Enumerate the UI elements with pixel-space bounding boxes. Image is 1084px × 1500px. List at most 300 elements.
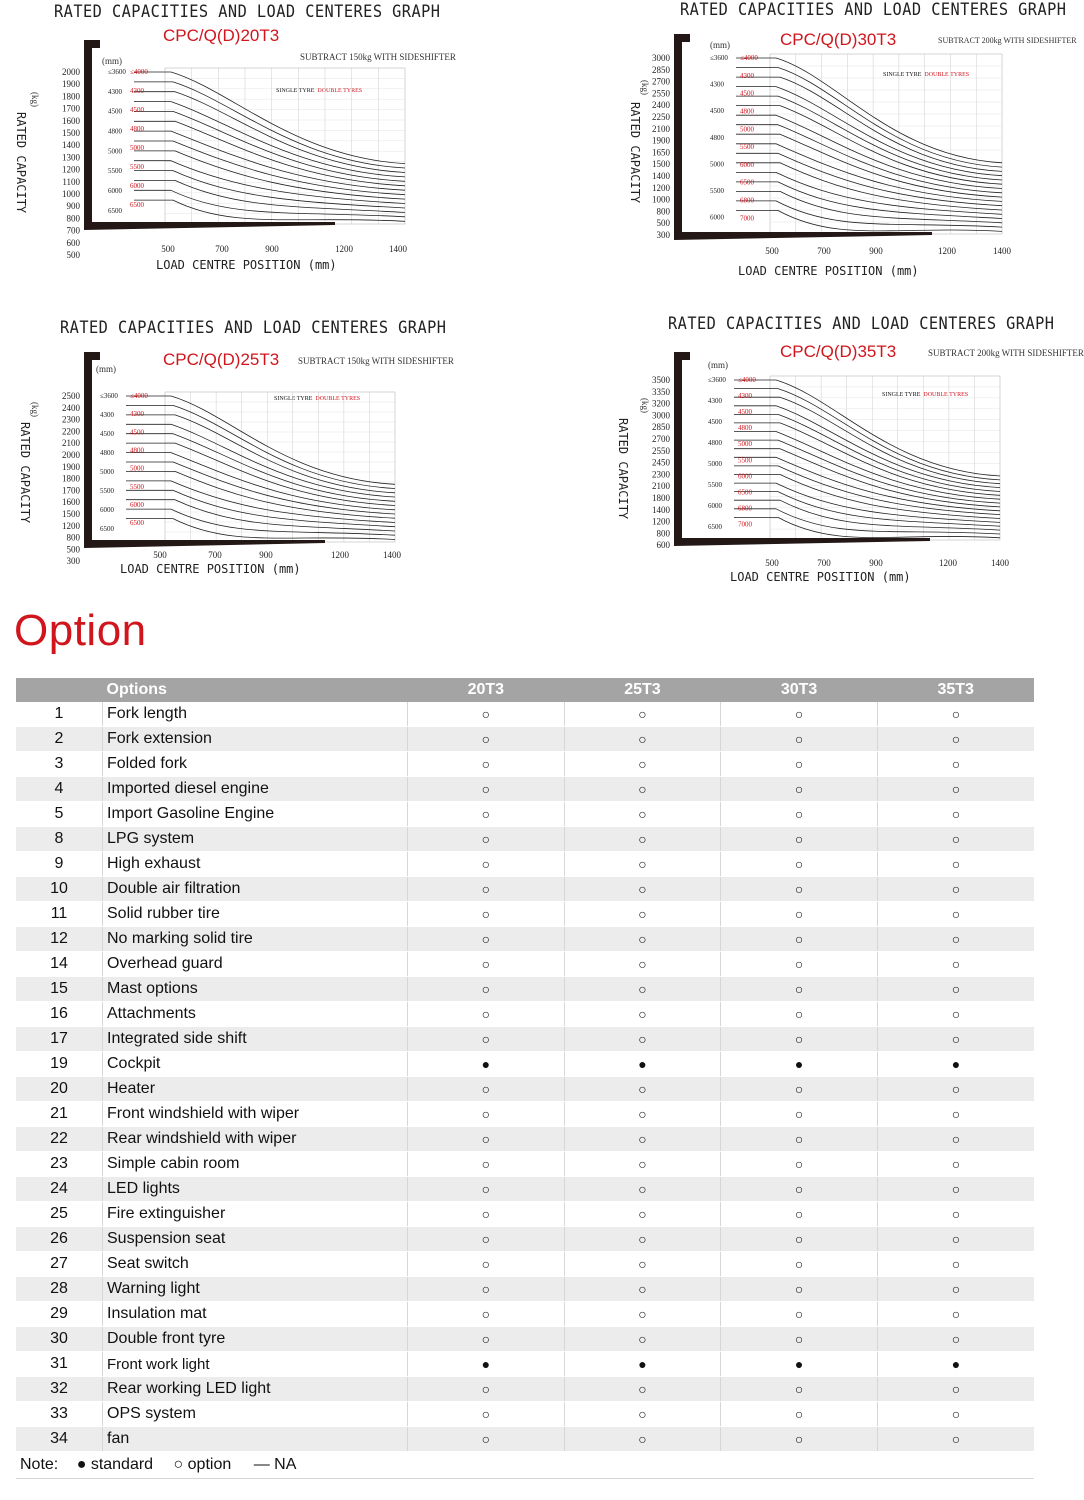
curve-label-red: 4500 xyxy=(130,428,144,437)
capacity-curve xyxy=(734,440,1000,503)
graph-plot xyxy=(610,312,1050,602)
curve-label-red: 6500 xyxy=(738,488,752,497)
graph-note: SUBTRACT 200kg WITH SIDESHIFTER xyxy=(928,348,1084,358)
option-mark: ○ xyxy=(564,877,721,902)
y-tick-label: 1700 xyxy=(62,103,80,114)
curve-label: ≤3600 xyxy=(108,68,126,76)
option-mark: ○ xyxy=(877,1427,1034,1452)
option-name: Imported diesel engine xyxy=(103,777,408,802)
capacity-graph-30t3 xyxy=(620,0,1077,290)
y-tick-label: 1400 xyxy=(62,140,80,151)
option-mark: ○ xyxy=(877,977,1034,1002)
y-tick-label: 1400 xyxy=(652,504,670,515)
option-mark: ○ xyxy=(408,927,565,952)
row-number: 20 xyxy=(16,1077,103,1102)
row-number: 8 xyxy=(16,827,103,852)
capacity-curve xyxy=(734,380,1000,476)
axis-horizontal xyxy=(84,222,335,230)
header-35t3: 35T3 xyxy=(877,678,1034,702)
option-mark: ○ xyxy=(877,927,1034,952)
table-row xyxy=(16,727,1034,752)
curve-label-red: 4300 xyxy=(130,86,144,95)
x-tick-label: 900 xyxy=(869,558,883,568)
note-standard: ● standard xyxy=(76,1456,154,1473)
note-prefix: Note: xyxy=(20,1456,59,1473)
curve-label-red: ≤4000 xyxy=(130,68,148,76)
curve-label-red: ≤4000 xyxy=(130,392,148,400)
curve-label: ≤3600 xyxy=(100,392,118,400)
graph-model: CPC/Q(D)35T3 xyxy=(780,342,897,361)
graph-title: RATED CAPACITIES AND LOAD CENTERES GRAPH xyxy=(60,318,447,338)
capacity-curve xyxy=(734,414,1000,491)
option-mark: ○ xyxy=(564,1427,721,1452)
capacity-curve xyxy=(734,500,1000,530)
option-mark: ○ xyxy=(408,1327,565,1352)
option-mark: ○ xyxy=(877,1277,1034,1302)
option-mark: ○ xyxy=(877,902,1034,927)
capacity-curve xyxy=(134,190,405,217)
option-mark: ○ xyxy=(408,977,565,1002)
axis-horizontal xyxy=(674,232,932,240)
note-option: ○ option xyxy=(173,1456,232,1473)
graph-unit-mm: (mm) xyxy=(96,364,116,374)
y-tick-label: 1600 xyxy=(62,497,80,508)
table-row xyxy=(16,927,1034,952)
curve-label: ≤3600 xyxy=(710,54,728,62)
option-mark: ○ xyxy=(721,1027,878,1052)
row-number: 24 xyxy=(16,1177,103,1202)
option-mark: ○ xyxy=(877,1202,1034,1227)
y-tick-label: 800 xyxy=(66,532,80,543)
option-name: Fork length xyxy=(103,702,408,727)
row-number: 21 xyxy=(16,1102,103,1127)
option-mark: ○ xyxy=(877,1252,1034,1277)
option-mark: ○ xyxy=(877,702,1034,727)
row-number: 10 xyxy=(16,877,103,902)
y-tick-label: 1200 xyxy=(62,164,80,175)
capacity-curve xyxy=(134,102,405,177)
curve-label-red: 4500 xyxy=(740,89,754,98)
graph-model: CPC/Q(D)30T3 xyxy=(780,30,897,49)
graph-unit-kg: (kg) xyxy=(30,92,40,107)
curve-label-red: 5500 xyxy=(130,482,144,491)
graph-ylabel: RATED CAPACITY xyxy=(14,112,28,214)
option-mark: ○ xyxy=(721,827,878,852)
option-mark: ○ xyxy=(721,1327,878,1352)
y-tick-label: 3500 xyxy=(652,375,670,385)
graph-plot xyxy=(620,0,1060,290)
option-mark: ○ xyxy=(721,1127,878,1152)
option-mark: ○ xyxy=(564,952,721,977)
y-tick-label: 1200 xyxy=(62,520,80,531)
curve-label-red: 4800 xyxy=(130,124,144,133)
curve-label-red: 5000 xyxy=(738,440,752,449)
y-tick-label: 600 xyxy=(66,237,80,248)
row-number: 31 xyxy=(16,1352,103,1377)
row-number: 27 xyxy=(16,1252,103,1277)
option-mark: ○ xyxy=(564,1077,721,1102)
y-tick-label: 300 xyxy=(66,556,80,567)
axis-vertical xyxy=(84,352,92,546)
row-number: 28 xyxy=(16,1277,103,1302)
curve-label-red: 6000 xyxy=(738,472,752,481)
option-title: Option xyxy=(14,606,147,655)
option-mark: ● xyxy=(564,1052,721,1077)
table-row xyxy=(16,1077,1034,1102)
row-number: 23 xyxy=(16,1152,103,1177)
option-mark: ○ xyxy=(877,952,1034,977)
graph-title: RATED CAPACITIES AND LOAD CENTERES GRAPH xyxy=(680,0,1067,20)
curve-label: 6500 xyxy=(100,524,114,533)
graph-legend: SINGLE TYRE DOUBLE TYRES xyxy=(882,392,969,398)
graph-note: SUBTRACT 150kg WITH SIDESHIFTER xyxy=(300,52,456,62)
y-tick-label: 1000 xyxy=(62,189,80,199)
option-mark: ○ xyxy=(408,902,565,927)
curve-label-red: 5000 xyxy=(130,464,144,473)
curve-label: 4500 xyxy=(100,429,114,438)
option-mark: ○ xyxy=(564,827,721,852)
graph-legend: SINGLE TYRE DOUBLE TYRES xyxy=(274,396,361,402)
option-mark: ○ xyxy=(408,1302,565,1327)
axis-horizontal xyxy=(84,540,325,548)
curve-label-red: 6500 xyxy=(130,200,144,209)
option-mark: ○ xyxy=(408,1177,565,1202)
capacity-curve xyxy=(134,121,405,186)
curve-label-red: 6500 xyxy=(130,519,144,528)
y-tick-label: 1800 xyxy=(652,493,670,503)
capacity-curve xyxy=(126,434,395,502)
y-tick-label: 2000 xyxy=(62,67,80,77)
option-mark: ○ xyxy=(721,977,878,1002)
table-row xyxy=(16,752,1034,777)
table-row xyxy=(16,852,1034,877)
option-mark: ○ xyxy=(721,852,878,877)
option-mark: ○ xyxy=(721,752,878,777)
row-number: 25 xyxy=(16,1202,103,1227)
axis-vertical xyxy=(674,352,682,544)
graph-unit-kg: (kg) xyxy=(30,402,40,417)
x-tick-label: 500 xyxy=(765,558,779,568)
axis-horizontal xyxy=(674,538,930,546)
y-tick-label: 2550 xyxy=(652,445,670,456)
option-name: Rear working LED light xyxy=(103,1377,408,1402)
graph-model: CPC/Q(D)25T3 xyxy=(163,350,280,369)
options-table-body xyxy=(16,702,1034,1452)
y-tick-label: 2300 xyxy=(652,469,670,480)
y-tick-label: 2850 xyxy=(652,64,670,75)
y-tick-label: 300 xyxy=(656,230,670,240)
curve-label: 4500 xyxy=(108,107,122,116)
option-name: Double air filtration xyxy=(103,877,408,902)
option-mark: ○ xyxy=(877,1002,1034,1027)
curve-label-red: 4500 xyxy=(738,408,752,417)
graph-xlabel: LOAD CENTRE POSITION (mm) xyxy=(730,570,911,584)
table-row xyxy=(16,977,1034,1002)
curve-label: 4300 xyxy=(710,80,724,89)
capacity-graph-20t3 xyxy=(10,0,456,290)
y-tick-label: 2100 xyxy=(652,123,670,134)
option-mark: ○ xyxy=(408,802,565,827)
capacity-curve xyxy=(736,125,1002,193)
table-row xyxy=(16,827,1034,852)
option-mark: ○ xyxy=(721,1202,878,1227)
option-mark: ○ xyxy=(877,802,1034,827)
x-tick-label: 900 xyxy=(259,550,273,560)
option-mark: ● xyxy=(408,1052,565,1077)
curve-label-red: 4300 xyxy=(130,410,144,419)
option-name: Warning light xyxy=(103,1277,408,1302)
y-tick-label: 1000 xyxy=(652,194,670,205)
row-number: 33 xyxy=(16,1402,103,1427)
option-mark: ○ xyxy=(721,1227,878,1252)
capacity-curve xyxy=(734,457,1000,511)
curve-label: 4300 xyxy=(100,410,114,419)
option-mark: ○ xyxy=(564,1152,721,1177)
option-name: Cockpit xyxy=(103,1052,408,1077)
x-tick-label: 1400 xyxy=(389,244,407,254)
capacity-curve xyxy=(734,517,1000,537)
curve-label-red: ≤4000 xyxy=(738,376,756,384)
y-tick-label: 1900 xyxy=(652,135,670,146)
option-mark: ○ xyxy=(408,1252,565,1277)
table-row xyxy=(16,802,1034,827)
option-mark: ○ xyxy=(721,1402,878,1427)
graph-plot xyxy=(10,316,450,606)
row-number: 34 xyxy=(16,1427,103,1452)
y-tick-label: 2700 xyxy=(652,434,670,444)
y-tick-label: 1400 xyxy=(652,171,670,181)
option-mark: ○ xyxy=(721,1252,878,1277)
option-name: Front windshield with wiper xyxy=(103,1102,408,1127)
option-mark: ○ xyxy=(564,777,721,802)
option-name: LED lights xyxy=(103,1177,408,1202)
y-tick-label: 1100 xyxy=(62,176,80,187)
x-tick-label: 900 xyxy=(265,244,279,254)
curve-label-red: 4800 xyxy=(740,107,754,116)
table-row xyxy=(16,1102,1034,1127)
option-mark: ○ xyxy=(564,1302,721,1327)
x-tick-label: 1400 xyxy=(993,246,1011,256)
table-header-row xyxy=(16,678,1034,702)
row-number: 32 xyxy=(16,1377,103,1402)
table-row xyxy=(16,952,1034,977)
option-mark: ○ xyxy=(721,727,878,752)
graph-xlabel: LOAD CENTRE POSITION (mm) xyxy=(120,562,301,576)
option-mark: ○ xyxy=(564,1027,721,1052)
header-20t3: 20T3 xyxy=(408,678,565,702)
option-mark: ○ xyxy=(877,752,1034,777)
y-tick-label: 500 xyxy=(66,544,80,555)
option-name: Simple cabin room xyxy=(103,1152,408,1177)
option-mark: ○ xyxy=(408,827,565,852)
option-mark: ○ xyxy=(564,727,721,752)
y-tick-label: 2450 xyxy=(652,457,670,468)
y-tick-label: 1800 xyxy=(62,91,80,102)
option-mark: ○ xyxy=(408,1077,565,1102)
x-tick-label: 1200 xyxy=(939,558,957,568)
capacity-curve xyxy=(734,423,1000,495)
option-mark: ○ xyxy=(721,1152,878,1177)
x-tick-label: 500 xyxy=(153,550,167,560)
y-tick-label: 1800 xyxy=(62,473,80,484)
option-mark: ○ xyxy=(877,1227,1034,1252)
grid-frame xyxy=(770,376,1000,540)
x-tick-label: 700 xyxy=(817,558,831,568)
curve-label-red: 5500 xyxy=(130,162,144,171)
y-tick-label: 800 xyxy=(66,213,80,224)
graph-unit-mm: (mm) xyxy=(710,40,730,50)
option-mark: ○ xyxy=(721,777,878,802)
graph-model: CPC/Q(D)20T3 xyxy=(163,26,280,45)
axis-vertical xyxy=(84,40,92,228)
option-mark: ○ xyxy=(564,1202,721,1227)
table-row xyxy=(16,877,1034,902)
curve-label: 6000 xyxy=(710,213,724,222)
option-mark: ○ xyxy=(877,1402,1034,1427)
curve-label: 4500 xyxy=(710,107,724,116)
curve-label-red: 5500 xyxy=(740,143,754,152)
y-tick-label: 2400 xyxy=(652,100,670,111)
row-number: 9 xyxy=(16,852,103,877)
x-tick-label: 700 xyxy=(208,550,222,560)
option-mark: ○ xyxy=(564,852,721,877)
y-tick-label: 1900 xyxy=(62,461,80,472)
capacity-curve xyxy=(736,182,1002,219)
curve-label-red: 5000 xyxy=(130,143,144,152)
option-mark: ○ xyxy=(877,1127,1034,1152)
graph-title: RATED CAPACITIES AND LOAD CENTERES GRAPH xyxy=(54,2,441,22)
curve-label-red: 7000 xyxy=(740,214,754,223)
graph-ylabel: RATED CAPACITY xyxy=(628,102,642,204)
option-mark: ○ xyxy=(408,852,565,877)
option-mark: ○ xyxy=(564,702,721,727)
option-mark: ○ xyxy=(877,727,1034,752)
option-mark: ○ xyxy=(564,1327,721,1352)
x-tick-label: 1200 xyxy=(331,550,349,560)
curve-label-red: 6800 xyxy=(738,504,752,513)
option-mark: ○ xyxy=(721,1077,878,1102)
curve-label-red: 6000 xyxy=(740,160,754,169)
row-number: 4 xyxy=(16,777,103,802)
curve-label-red: 4300 xyxy=(738,392,752,401)
option-mark: ○ xyxy=(877,827,1034,852)
option-mark: ○ xyxy=(721,902,878,927)
option-name: OPS system xyxy=(103,1402,408,1427)
y-tick-label: 1200 xyxy=(652,516,670,527)
option-name: Double front tyre xyxy=(103,1327,408,1352)
row-number: 1 xyxy=(16,702,103,727)
row-number: 12 xyxy=(16,927,103,952)
option-name: Rear windshield with wiper xyxy=(103,1127,408,1152)
graph-unit-kg: (kg) xyxy=(640,80,650,95)
option-mark: ○ xyxy=(721,1002,878,1027)
curve-label-red: 6500 xyxy=(740,178,754,187)
option-name: Front work light xyxy=(103,1352,408,1377)
option-mark: ○ xyxy=(408,702,565,727)
option-mark: ○ xyxy=(408,877,565,902)
row-number: 26 xyxy=(16,1227,103,1252)
curve-label: 5500 xyxy=(100,486,114,495)
table-row xyxy=(16,777,1034,802)
y-tick-label: 3000 xyxy=(652,410,670,421)
curve-label: 5000 xyxy=(100,467,114,476)
curve-label-red: 4800 xyxy=(130,446,144,455)
row-number: 3 xyxy=(16,752,103,777)
curve-label: 4800 xyxy=(100,448,114,457)
table-row xyxy=(16,1052,1034,1077)
option-name: Import Gasoline Engine xyxy=(103,802,408,827)
option-name: Solid rubber tire xyxy=(103,902,408,927)
y-tick-label: 1900 xyxy=(62,79,80,90)
row-number: 16 xyxy=(16,1002,103,1027)
curve-label: 6000 xyxy=(100,505,114,514)
row-number: 29 xyxy=(16,1302,103,1327)
option-mark: ○ xyxy=(721,702,878,727)
y-tick-label: 1600 xyxy=(62,115,80,126)
option-name: Mast options xyxy=(103,977,408,1002)
curve-label: 6500 xyxy=(108,206,122,215)
row-number: 2 xyxy=(16,727,103,752)
capacity-curve xyxy=(126,405,395,488)
capacity-curve xyxy=(734,509,1000,534)
option-mark: ○ xyxy=(721,1427,878,1452)
option-name: Folded fork xyxy=(103,752,408,777)
option-mark: ○ xyxy=(877,1177,1034,1202)
table-row xyxy=(16,1377,1034,1402)
option-mark: ● xyxy=(877,1352,1034,1377)
y-tick-label: 900 xyxy=(66,201,80,212)
option-name: LPG system xyxy=(103,827,408,852)
curve-label: 5500 xyxy=(708,480,722,489)
option-mark: ○ xyxy=(564,1227,721,1252)
option-mark: ● xyxy=(721,1352,878,1377)
curve-label-red: 4500 xyxy=(130,105,144,114)
graph-xlabel: LOAD CENTRE POSITION (mm) xyxy=(738,264,919,278)
option-mark: ○ xyxy=(721,1102,878,1127)
y-tick-label: 2550 xyxy=(652,88,670,99)
option-mark: ○ xyxy=(877,1027,1034,1052)
graph-unit-mm: (mm) xyxy=(102,56,122,66)
table-row xyxy=(16,1302,1034,1327)
option-mark: ○ xyxy=(721,952,878,977)
option-mark: ○ xyxy=(408,1377,565,1402)
graph-ylabel: RATED CAPACITY xyxy=(616,418,630,520)
table-row xyxy=(16,1027,1034,1052)
capacity-curve xyxy=(736,87,1002,176)
table-row xyxy=(16,1277,1034,1302)
table-row xyxy=(16,1202,1034,1227)
option-mark: ○ xyxy=(408,952,565,977)
header-options: Options xyxy=(103,678,408,702)
y-tick-label: 3200 xyxy=(652,398,670,409)
option-mark: ○ xyxy=(564,977,721,1002)
option-mark: ○ xyxy=(877,877,1034,902)
graph-unit-mm: (mm) xyxy=(708,360,728,370)
capacity-curve xyxy=(134,92,405,173)
option-name: Insulation mat xyxy=(103,1302,408,1327)
capacity-curve xyxy=(734,406,1000,488)
curve-label: 5500 xyxy=(108,167,122,176)
option-mark: ○ xyxy=(408,1277,565,1302)
curve-label: 4500 xyxy=(708,417,722,426)
capacity-curve xyxy=(734,483,1000,522)
header-num xyxy=(16,678,103,702)
header-25t3: 25T3 xyxy=(564,678,721,702)
option-mark: ○ xyxy=(408,1202,565,1227)
capacity-curve xyxy=(134,131,405,190)
y-tick-label: 3000 xyxy=(652,53,670,63)
table-row xyxy=(16,1252,1034,1277)
